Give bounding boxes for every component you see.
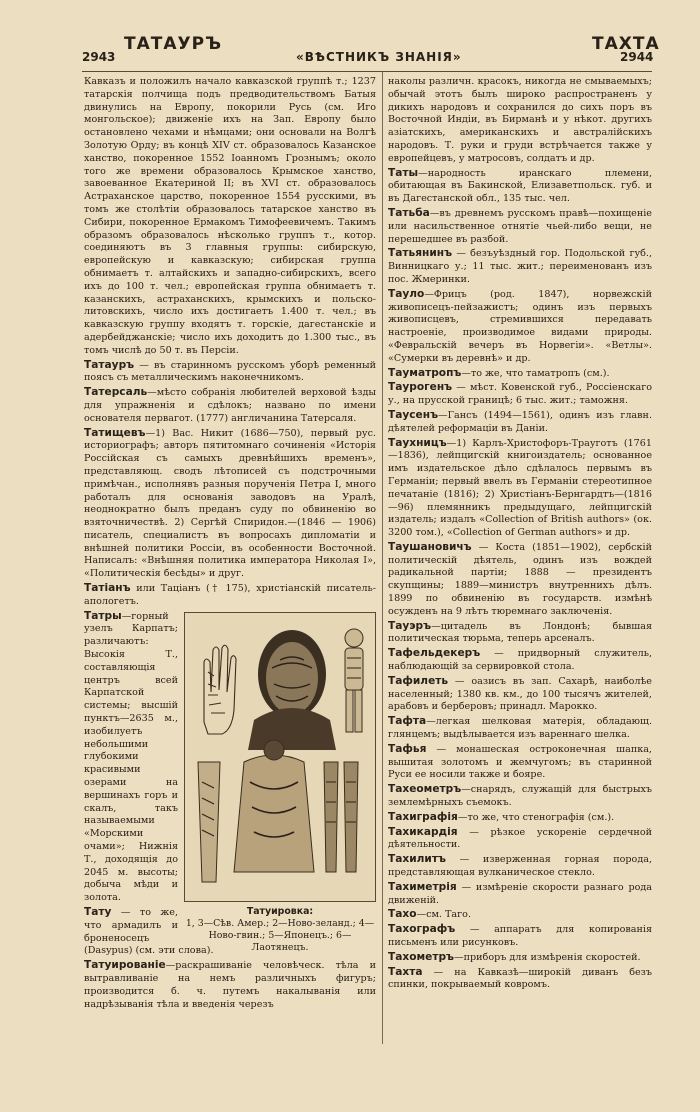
- running-head-right: ТАХТА: [592, 34, 660, 54]
- left-column: [84, 76, 376, 1012]
- entry-text: —цитадель въ Лондонѣ; бывшая политическая тюрьма, теперь арсеналъ.: [388, 620, 652, 645]
- running-head-left: ТАТАУРЪ: [124, 34, 223, 54]
- entry-text: —то же, что таматропъ (см.).: [461, 367, 610, 379]
- entry-headword: Тауэръ: [388, 619, 432, 632]
- entry: [388, 288, 652, 366]
- entry-headword: Тауло: [388, 287, 425, 300]
- entry: [388, 541, 652, 619]
- entry-text: —то же, что стенографія (см.).: [457, 811, 615, 823]
- entry-headword: Тахта: [388, 965, 423, 978]
- entry-text: — рѣзкое ускореніе сердечной дѣятельности.: [388, 826, 652, 851]
- entry-text: Кавказъ и положилъ начало кавказской группѣ т.; 1237 татарскія полчища подъ предводительствомъ Батыя двинулись на Европу, покорили Русь (см. Иго монгольское); движеніе ихъ на Зап. Европу было остановлено чехами и нѣмцами; они основали на Волгѣ Золотую Орду; въ концѣ XIV ст. образовалось Казанское ханство, покоренное 1552 Іоанномъ Грознымъ; около того же времени образовалось Крымское ханство, завоеванное Екатериной II; въ XVI ст. образовалось Астраханское царство, покоренное 1554 русскими, въ томъ же столѣтіи образовалось татарское ханство въ Сибири, покоренное Ермакомъ Тимофеевичемъ. Такимъ образомъ образовалось нѣсколько группъ т., котор. соединяютъ въ 3 главныя группы: сибирскую, европейскую и кавказскую; сибирская группа обнимаетъ т. алтайскихъ и западно-сибирскихъ, всего ихъ до 100 т. чел.; европейская группа обнимаетъ т. казанскихъ, астраханскихъ, крымскихъ и польско-литовскихъ, число ихъ достигаетъ 1.400 т. чел.; въ кавказскую группу входятъ т. горскіе, дагестанскіе и адербейджанскіе; число ихъ доходитъ до 1.300 тыс., въ томъ числѣ до 50 т. въ Персіи.: [84, 76, 376, 356]
- entry-headword: Таушановичъ: [388, 540, 472, 553]
- entry-text: — то же, что армадилъ и броненосецъ (Dasypus) (см. эти слова).: [84, 907, 214, 957]
- journal-title: «ВѢСТНИКЪ ЗНАНІЯ»: [296, 50, 462, 64]
- header-rule: [82, 71, 652, 72]
- entry: [84, 76, 376, 358]
- entry: [388, 951, 652, 965]
- entry-text: — безъуѣздный гор. Подольской губ., Винницкаго у.; 11 тыс. жит.; переименованъ изъ пос. Жмеринки.: [388, 248, 652, 285]
- entry-headword: Татьянинъ: [388, 247, 453, 260]
- entry-text: наколы различн. красокъ, никогда не смываемыхъ; обычай этотъ былъ широко распространенъ у дикихъ народовъ и сохранился до сихъ поръ въ Восточной Индіи, въ Бирманѣ и у нѣкот. другихъ азіатскихъ, американскихъ и австралійскихъ народовъ. Т. руки и груди встрѣчается также у европейцевъ, у матросовъ, солдатъ и др.: [388, 76, 652, 164]
- right-column: [388, 76, 652, 993]
- entry-text: — аппаратъ для копированія письменъ или рисунковъ.: [388, 924, 652, 948]
- figure-legend: 1, 3—Сѣв. Амер.; 2—Ново-зеланд.; 4—Ново-гвин.; 5—Японецъ.; 6—Лаотянецъ.: [185, 917, 375, 953]
- entry-text: —раскрашиваніе человѣческ. тѣла и вытравливаніе на немъ различныхъ фигуръ; производится б. ч. путемъ накалыванія или надрѣзыванія тѣла и введенія черезъ: [84, 960, 376, 1010]
- entry: [388, 647, 652, 674]
- entry: [84, 427, 376, 582]
- entry: [388, 966, 652, 993]
- entry-headword: Тахиметрія: [388, 880, 457, 893]
- entry-headword: Татерсаль: [84, 386, 148, 399]
- entry: [388, 437, 652, 540]
- entry-headword: Тафельдекеръ: [388, 647, 481, 660]
- entry-text: —снарядъ, служащій для быстрыхъ землемѣрныхъ съемокъ.: [388, 784, 652, 809]
- entry-headword: Таурогенъ: [388, 381, 453, 394]
- entry-text: —1) Вас. Никит (1686—750), первый рус. историографъ; авторъ пятитомнаго сочиненія «Исторія Россійская съ самыхъ древнѣйшихъ временъ», представляющ. сводъ лѣтописей съ подстрочными примѣчан., исполнявъ разныя порученія Петра I, много работалъ для основанія заводовъ на Уралѣ, неоднократно былъ преданъ суду по обвиненію во взяточничествѣ. 2) Сергѣй Спиридон.—(1846 — 1906) писатель, специалистъ въ вопросахъ дипломатіи и внѣшней политики Россіи, въ особенности Восточной. Написалъ: «Внѣшняя политика императора Николая I», «Политическія бесѣды» и друг.: [84, 427, 376, 580]
- entry-text: —Фрицъ (род. 1847), норвежскій живописецъ-пейзажистъ; одинъ изъ первыхъ живописцевъ, стремившихся передавать настроеніе, производимое видами природы. «Февральскій вечеръ въ Норвегіи». «Ветлы». «Сумерки въ деревнѣ» и др.: [388, 288, 652, 364]
- entry: [388, 675, 652, 714]
- entry-headword: Таты: [388, 166, 419, 179]
- tattoo-figure: [184, 612, 376, 953]
- entry: [388, 881, 652, 908]
- entry-text: — на Кавказѣ—широкій диванъ безъ спинки, покрываемый ковромъ.: [388, 966, 652, 991]
- entry: [388, 783, 652, 810]
- entry: [84, 359, 376, 386]
- entry: [388, 853, 652, 880]
- entry: [388, 743, 652, 782]
- entry-headword: Тахиграфія: [388, 810, 458, 823]
- entry: [388, 811, 652, 825]
- entry-text: — измѣреніе скорости разнаго рода движеній.: [388, 881, 652, 906]
- entry-headword: Татьба: [388, 206, 430, 219]
- entry-text: —1) Карлъ-Христофоръ-Трауготъ (1761—1836), лейпцигскій книгоиздатель; основанное имъ издательское дѣло сдѣлалось первымъ въ Германіи; первый ввелъ въ Германіи стереотипное печатаніе (1816); 2) Христіанъ-Бернгардтъ—(1816—96) племянникъ предыдущаго, лейпцигскій издатель; издалъ «Collection of British authors» (ок. 3200 том.), «Collection of German authors» и др.: [388, 437, 652, 539]
- entry: [388, 381, 652, 408]
- page-number-left: 2943: [82, 50, 116, 64]
- entry-headword: Тафилеть: [388, 674, 449, 687]
- entry-text: — изверженная горная порода, представляющая вулканическое стекло.: [388, 854, 652, 879]
- entry: [388, 620, 652, 647]
- tattooed-arm: [198, 762, 220, 882]
- entry-headword: Тауматропъ: [388, 366, 462, 379]
- entry-text: — Коста (1851—1902), сербскій политическій дѣятель, одинъ изъ вождей радикальной партіи; 1888 — президентъ скупщины; 1889—министръ внутреннихъ дѣлъ. 1899 по обвиненію въ государств. измѣнѣ осужденъ на 9 лѣтъ тюремнаго заключенія.: [388, 541, 652, 617]
- page-number-right: 2944: [620, 50, 654, 64]
- entry-text: —Гансъ (1494—1561), одинъ изъ главн. дѣятелей реформаціи въ Даніи.: [388, 409, 652, 434]
- entry-headword: Тахеометръ: [388, 783, 462, 796]
- figure-title: Татуировка:: [246, 905, 314, 917]
- entry-headword: Тахилитъ: [388, 853, 446, 866]
- entry-text: —легкая шелковая матерія, обладающ. глянцемъ; выдѣлывается изъ вареннаго шелка.: [388, 716, 652, 741]
- entry-headword: Таухницъ: [388, 436, 447, 449]
- entry: [388, 167, 652, 206]
- entry: [388, 247, 652, 286]
- entry-text: —см. Таго.: [416, 909, 471, 921]
- entry-headword: Татауръ: [84, 358, 135, 371]
- entry-headword: Тахометръ: [388, 950, 455, 963]
- entry-text: —приборъ для измѣренія скоростей.: [454, 951, 641, 963]
- entry-headword: Тафта: [388, 715, 427, 728]
- entry-headword: Тату: [84, 906, 112, 918]
- entry: [388, 908, 652, 922]
- entry-text: или Таціанъ († 175), христіанскій писатель-апологетъ.: [84, 583, 376, 607]
- entry: [388, 409, 652, 436]
- entry: [388, 76, 652, 166]
- page-header: [0, 30, 700, 70]
- entry-headword: Татры: [84, 609, 122, 622]
- column-divider: [382, 72, 383, 1044]
- entry: [84, 386, 376, 425]
- entry: [84, 582, 376, 609]
- entry-headword: Тахо: [388, 908, 417, 921]
- entry-text: — мѣст. Ковенской губ., Россіенскаго у., на прусской границѣ; 6 тыс. жит.; таможня.: [388, 382, 652, 407]
- entry-headword: Татіанъ: [84, 582, 131, 595]
- entry: [388, 715, 652, 742]
- entry-text: — монашеская остроконечная шапка, вышитая золотомъ и жемчугомъ; въ старинной Руси ее носили также и бояре.: [388, 743, 652, 781]
- entry-text: — придворный служитель, наблюдающій за сервировкой стола.: [388, 648, 652, 673]
- entry-text: —мѣсто собранія любителей верховой ѣзды для упражненія и сдѣлокъ; названо по имени основателя первагот. (1777) англичанина Татерсаля.: [84, 387, 376, 424]
- entry-text: —горный узелъ Карпатъ; различаютъ: Высокія Т., составляющія центръ всей Карпатской системы; высшій пунктъ—2635 м., изобилуетъ небольшими глубокими красивыми озерами на вершинахъ горъ и скалъ, такъ называемыми «Морскими очами»; Нижнія Т., доходящія до 2045 м. высоты; добыча мѣди и золота.: [84, 610, 178, 904]
- entry-headword: Татищевъ: [84, 426, 146, 439]
- entry: [388, 923, 652, 950]
- entry-headword: Тахикардія: [388, 825, 458, 838]
- entry-text: — въ старинномъ русскомъ уборѣ ременный поясъ съ металлическимъ наконечникомъ.: [84, 359, 376, 384]
- entry: [388, 826, 652, 853]
- entry-headword: Татуированіе: [84, 959, 166, 972]
- entry-text: — оазисъ въ зап. Сахарѣ, наиболѣе населенный; 1380 кв. км., до 100 тысячъ жителей, арабовъ и берберовъ; принадл. Марокко.: [388, 675, 652, 713]
- entry: [388, 367, 652, 381]
- entry: [388, 207, 652, 246]
- entry-headword: Тафья: [388, 742, 427, 755]
- entry: [84, 959, 376, 1011]
- entry-headword: Таусенъ: [388, 408, 439, 421]
- entry-text: —народность иранскаго племени, обитающая въ Бакинской, Елизаветпольск. губ. и въ Дагестанской обл., 135 тыс. чел.: [388, 167, 652, 205]
- tattoo-illustration: [184, 612, 376, 902]
- entry-text: —въ древнемъ русскомъ правѣ—похищеніе или насильственное отнятіе чьей-либо вещи, не перешедшее въ разбой.: [388, 207, 652, 245]
- entry-headword: Тахографъ: [388, 923, 456, 936]
